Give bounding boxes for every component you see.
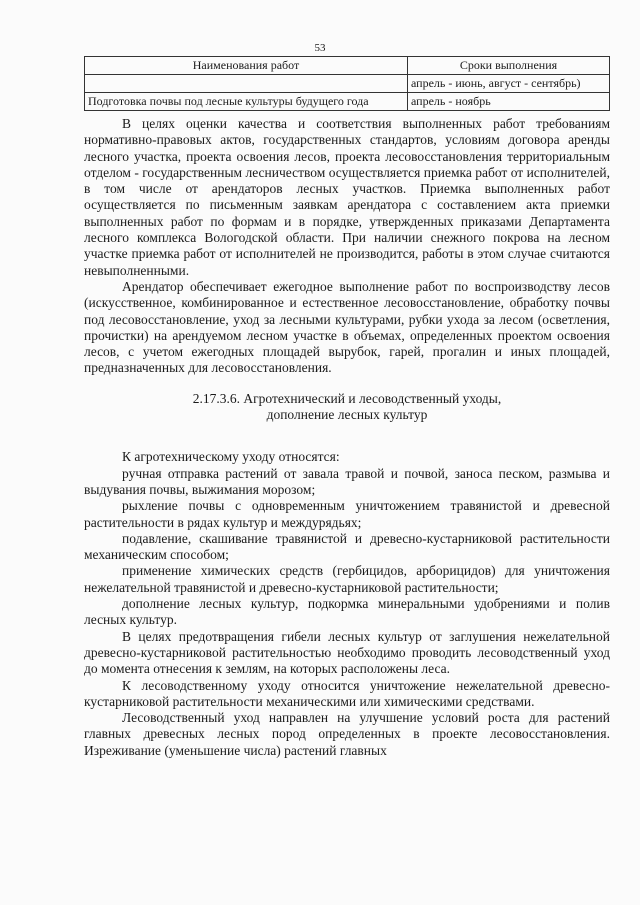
- list-item: применение химических средств (гербицидов, арборицидов) для уничтожения нежелательной травянистой и древесно-кустарниковой растительности;: [84, 563, 610, 595]
- works-schedule-table: [84, 56, 610, 111]
- table-cell-work-name: [85, 75, 408, 93]
- list-item: ручная отправка растений от завала травой и почвой, заноса песком, размыва и выдувания почвы, выжимания морозом;: [84, 465, 610, 497]
- table-row: [85, 75, 610, 93]
- table-row: [85, 93, 610, 111]
- table-header-cell: Наименования работ: [85, 57, 408, 75]
- body-paragraph: Лесоводственный уход направлен на улучшение условий роста для растений главных древесных лесных пород определенных в проекте лесовосстановления. Изреживание (уменьшение числа) растений главных: [84, 710, 610, 758]
- list-item: дополнение лесных культур, подкормка минеральными удобрениями и полив лесных культур.: [84, 596, 610, 628]
- body-paragraph: В целях оценки качества и соответствия выполненных работ требованиям нормативно-правовых актов, государственных стандартов, условиям договора аренды лесного участка, проекта освоения лесов, проекта лесовосстановления территориальным отделом - государственным лесничеством осуществляется приемка работ от исполнителей, в том числе от арендаторов лесных участков. Приемка выполненных работ осуществляется по письменным заявкам арендатора с составлением акта приемки выполненных работ по формам и в порядке, утвержденных приказами Департамента лесного комплекса Вологодской области. При наличии снежного покрова на лесном участке приемка работ от исполнителей не производится, работы в этом случае считаются невыполненными.: [84, 116, 610, 278]
- body-paragraph: К лесоводственному уходу относится уничтожение нежелательной древесно-кустарниковой растительности механическими или химическими средствами.: [84, 677, 610, 709]
- table-cell-work-name: Подготовка почвы под лесные культуры будущего года: [85, 93, 408, 111]
- body-paragraph: К агротехническому уходу относятся:: [122, 449, 340, 465]
- document-body: [84, 116, 610, 759]
- body-paragraph: Арендатор обеспечивает ежегодное выполнение работ по воспроизводству лесов (искусственное, комбинированное и естественное лесовосстановление, обработку почвы под лесовосстановление, уход за лесными культурами, рубки ухода за лесом (осветления, прочистки) на арендуемом лесном участке в объемах, определенных проектом освоения лесов, с учетом ежегодных площадей вырубок, гарей, прогалин и иных площадей, предназначенных для лесовосстановления.: [84, 278, 610, 376]
- section-heading-line: 2.17.3.6. Агротехнический и лесоводственный уходы,: [192, 390, 502, 406]
- list-item: рыхление почвы с одновременным уничтожением травянистой и древесной растительности в рядах культур и междурядьях;: [84, 498, 610, 530]
- page-number: 53: [314, 42, 326, 54]
- section-heading: [84, 391, 610, 424]
- table-header-cell: Сроки выполнения: [408, 57, 610, 75]
- body-paragraph: В целях предотвращения гибели лесных культур от заглушения нежелательной древесно-кустарниковой растительностью необходимо проводить лесоводственный уход до момента отнесения к землям, на которых расположены леса.: [84, 628, 610, 677]
- list-item: подавление, скашивание травянистой и древесно-кустарниковой растительности механическим способом;: [84, 530, 610, 563]
- section-heading-line: дополнение лесных культур: [266, 407, 428, 423]
- table-header-row: [85, 57, 610, 75]
- table-cell-period: апрель - ноябрь: [408, 93, 610, 111]
- table-cell-period: апрель - июнь, август - сентябрь): [408, 75, 610, 93]
